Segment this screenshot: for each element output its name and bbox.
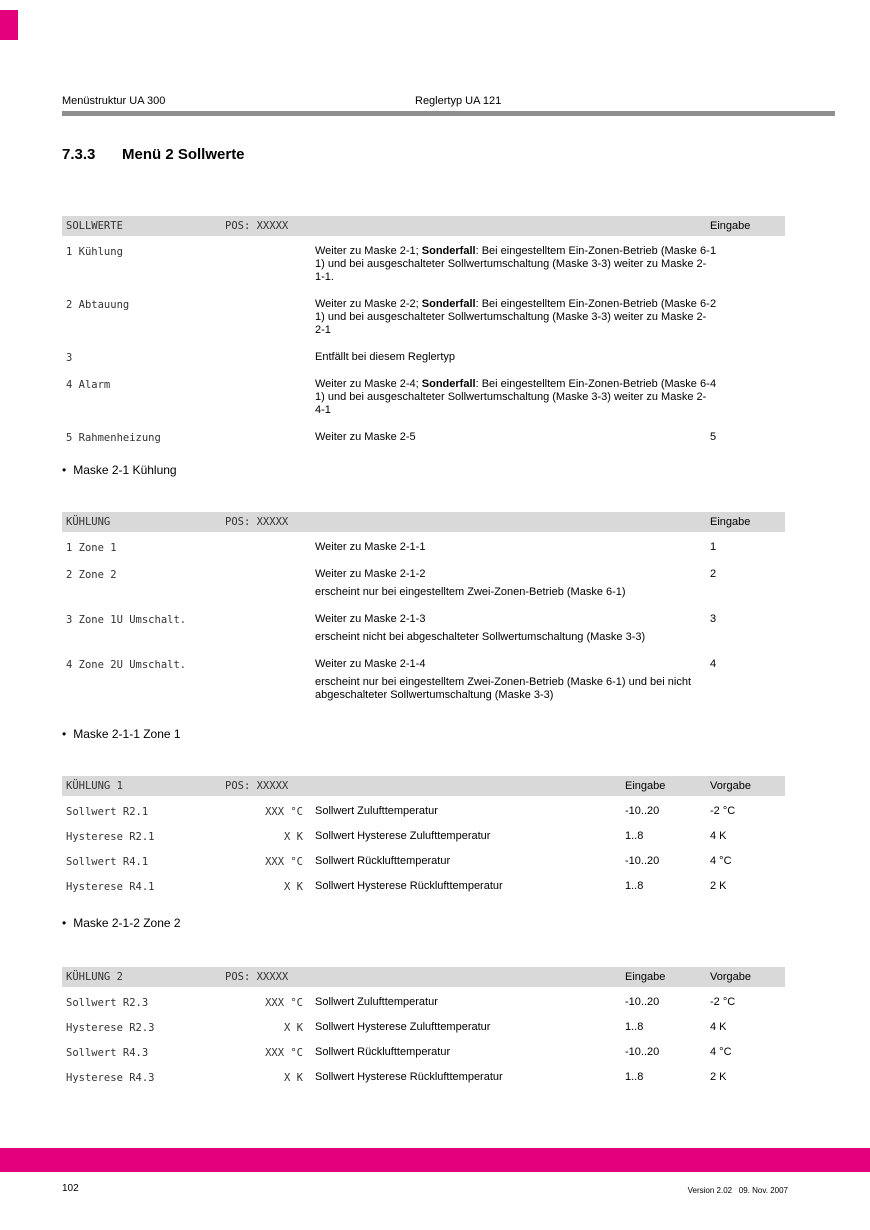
row-eingabe: 1..8 <box>625 830 644 842</box>
table-kuehlung-2 <box>62 967 785 1084</box>
table-title: KÜHLUNG 1 <box>66 780 123 792</box>
row-description: Sollwert Hysterese Rücklufttemperatur <box>315 880 503 892</box>
row-vorgabe: 2 K <box>710 880 727 892</box>
row-label: Sollwert R2.1 <box>66 806 149 818</box>
row-description <box>315 298 710 337</box>
table-pos: POS: XXXXX <box>225 780 289 792</box>
row-label: Sollwert R2.3 <box>66 997 149 1009</box>
row-eingabe: 4 <box>710 378 717 390</box>
row-value: X K <box>284 831 303 843</box>
row-value: XXX °C <box>265 997 303 1009</box>
column-header-eingabe: Eingabe <box>625 780 666 792</box>
row-eingabe: -10..20 <box>625 1046 660 1058</box>
table-body <box>62 236 785 444</box>
desc-text: : Bei eingestelltem Ein-Zonen-Betrieb (Maske 6-1) und bei ausgeschalteter Sollwertumschaltung (Maske 3-3) weiter zu Maske 2-1-1. <box>315 245 710 283</box>
table-row <box>62 855 785 868</box>
row-vorgabe: 4 K <box>710 830 727 842</box>
column-header-vorgabe: Vorgabe <box>710 971 751 983</box>
table-row <box>62 658 785 702</box>
row-label: 4 Zone 2U Umschalt. <box>66 659 187 671</box>
row-description <box>315 658 710 702</box>
row-eingabe: 2 <box>710 568 717 580</box>
table-pos: POS: XXXXX <box>225 971 289 983</box>
row-eingabe: 1..8 <box>625 1071 644 1083</box>
desc-bold: Sonderfall <box>421 378 476 390</box>
table-row <box>62 830 785 843</box>
table-row <box>62 351 785 364</box>
table-row <box>62 1021 785 1034</box>
bullet-maske-2-1-2: • Maske 2-1-2 Zone 2 <box>62 916 181 930</box>
row-description: Sollwert Zulufttemperatur <box>315 996 438 1008</box>
row-note: erscheint nur bei eingestelltem Zwei-Zonen-Betrieb (Maske 6-1) <box>315 586 626 598</box>
row-label: 1 Zone 1 <box>66 542 117 554</box>
row-eingabe: 2 <box>710 298 717 310</box>
row-vorgabe: 2 K <box>710 1071 727 1083</box>
row-label: 1 Kühlung <box>66 246 123 258</box>
table-body <box>62 796 785 893</box>
row-label: 2 Zone 2 <box>66 569 117 581</box>
table-kuehlung-1 <box>62 776 785 893</box>
desc-text: Weiter zu Maske 2-2; <box>315 298 422 310</box>
table-title: SOLLWERTE <box>66 220 123 232</box>
row-label: Hysterese R4.1 <box>66 881 155 893</box>
bullet-maske-2-1: • Maske 2-1 Kühlung <box>62 463 177 477</box>
row-vorgabe: 4 °C <box>710 1046 732 1058</box>
bullet-maske-2-1-1: • Maske 2-1-1 Zone 1 <box>62 727 181 741</box>
row-eingabe: -10..20 <box>625 996 660 1008</box>
row-description <box>315 245 710 284</box>
row-description <box>315 351 710 364</box>
section-number: 7.3.3 <box>62 146 96 163</box>
row-value: X K <box>284 1072 303 1084</box>
page-number: 102 <box>62 1183 79 1194</box>
header-center-title: Reglertyp UA 121 <box>415 95 502 107</box>
row-vorgabe: -2 °C <box>710 996 736 1008</box>
table-body <box>62 987 785 1084</box>
header-left-title: Menüstruktur UA 300 <box>62 95 166 107</box>
row-eingabe: 1 <box>710 245 717 257</box>
desc-text: : Bei eingestelltem Ein-Zonen-Betrieb (Maske 6-1) und bei ausgeschalteter Sollwertumschaltung (Maske 3-3) weiter zu Maske 2-2-1 <box>315 298 710 336</box>
desc-text: Weiter zu Maske 2-1-2 <box>315 568 426 580</box>
row-value: X K <box>284 1022 303 1034</box>
row-label: 4 Alarm <box>66 379 111 391</box>
row-eingabe: -10..20 <box>625 855 660 867</box>
table-row <box>62 805 785 818</box>
row-description <box>315 613 710 644</box>
row-label: Hysterese R4.3 <box>66 1072 155 1084</box>
table-row <box>62 880 785 893</box>
table-row <box>62 996 785 1009</box>
footer-accent-bar <box>0 1148 870 1172</box>
row-vorgabe: 4 K <box>710 1021 727 1033</box>
row-description: Sollwert Rücklufttemperatur <box>315 855 451 867</box>
row-description: Sollwert Hysterese Rücklufttemperatur <box>315 1071 503 1083</box>
table-kuehlung-1-header <box>62 776 785 796</box>
table-body <box>62 532 785 702</box>
desc-text: Weiter zu Maske 2-1-3 <box>315 613 426 625</box>
row-note: erscheint nur bei eingestelltem Zwei-Zonen-Betrieb (Maske 6-1) und bei nicht abgeschalteter Sollwertumschaltung (Maske 3-3) <box>315 676 692 701</box>
desc-text: Weiter zu Maske 2-1-4 <box>315 658 426 670</box>
table-kuehlung <box>62 512 785 702</box>
table-title: KÜHLUNG 2 <box>66 971 123 983</box>
row-label: 5 Rahmenheizung <box>66 432 161 444</box>
table-row <box>62 613 785 644</box>
accent-corner-mark <box>0 10 18 40</box>
row-description <box>315 378 710 417</box>
row-eingabe: 5 <box>710 431 717 443</box>
column-header-eingabe: Eingabe <box>625 971 666 983</box>
row-description <box>315 431 710 444</box>
desc-text: Entfällt bei diesem Reglertyp <box>315 351 456 363</box>
row-description: Sollwert Hysterese Zulufttemperatur <box>315 830 491 842</box>
table-title: KÜHLUNG <box>66 516 111 528</box>
row-label: Hysterese R2.1 <box>66 831 155 843</box>
row-value: XXX °C <box>265 806 303 818</box>
table-sollwerte <box>62 216 785 444</box>
table-kuehlung-2-header <box>62 967 785 987</box>
column-header-vorgabe: Vorgabe <box>710 780 751 792</box>
row-label: 3 Zone 1U Umschalt. <box>66 614 187 626</box>
version-info: Version 2.02 09. Nov. 2007 <box>687 1186 788 1195</box>
table-row <box>62 1071 785 1084</box>
row-description: Sollwert Zulufttemperatur <box>315 805 438 817</box>
row-note: erscheint nicht bei abgeschalteter Sollwertumschaltung (Maske 3-3) <box>315 631 646 643</box>
table-pos: POS: XXXXX <box>225 516 289 528</box>
row-eingabe: -10..20 <box>625 805 660 817</box>
column-header-eingabe: Eingabe <box>710 220 751 232</box>
page-header <box>62 95 835 108</box>
desc-bold: Sonderfall <box>421 245 476 257</box>
row-description: Sollwert Rücklufttemperatur <box>315 1046 451 1058</box>
desc-text: Weiter zu Maske 2-5 <box>315 431 416 443</box>
row-label: Sollwert R4.3 <box>66 1047 149 1059</box>
row-eingabe: 4 <box>710 658 717 670</box>
table-sollwerte-header <box>62 216 785 236</box>
row-eingabe: 1..8 <box>625 1021 644 1033</box>
row-eingabe: 1..8 <box>625 880 644 892</box>
row-description: Sollwert Hysterese Zulufttemperatur <box>315 1021 491 1033</box>
section-heading <box>62 146 245 163</box>
row-label: 2 Abtauung <box>66 299 130 311</box>
row-value: XXX °C <box>265 856 303 868</box>
table-row <box>62 568 785 599</box>
table-row <box>62 245 785 284</box>
column-header-eingabe: Eingabe <box>710 516 751 528</box>
table-row <box>62 298 785 337</box>
desc-text: Weiter zu Maske 2-1; <box>315 245 422 257</box>
row-eingabe: 3 <box>710 613 717 625</box>
table-kuehlung-header <box>62 512 785 532</box>
row-eingabe: 1 <box>710 541 717 553</box>
row-value: X K <box>284 881 303 893</box>
table-pos: POS: XXXXX <box>225 220 289 232</box>
desc-text: Weiter zu Maske 2-1-1 <box>315 541 426 553</box>
row-vorgabe: 4 °C <box>710 855 732 867</box>
row-description <box>315 568 710 599</box>
desc-bold: Sonderfall <box>421 298 476 310</box>
table-row <box>62 378 785 417</box>
header-rule <box>62 111 835 116</box>
row-label: Hysterese R2.3 <box>66 1022 155 1034</box>
row-label: Sollwert R4.1 <box>66 856 149 868</box>
table-row <box>62 1046 785 1059</box>
desc-text: : Bei eingestelltem Ein-Zonen-Betrieb (Maske 6-1) und bei ausgeschalteter Sollwertumschaltung (Maske 3-3) weiter zu Maske 2-4-1 <box>315 378 710 416</box>
desc-text: Weiter zu Maske 2-4; <box>315 378 422 390</box>
row-label: 3 <box>66 352 73 364</box>
table-row <box>62 541 785 554</box>
row-description <box>315 541 710 554</box>
section-title: Menü 2 Sollwerte <box>122 146 245 163</box>
table-row <box>62 431 785 444</box>
row-vorgabe: -2 °C <box>710 805 736 817</box>
row-value: XXX °C <box>265 1047 303 1059</box>
